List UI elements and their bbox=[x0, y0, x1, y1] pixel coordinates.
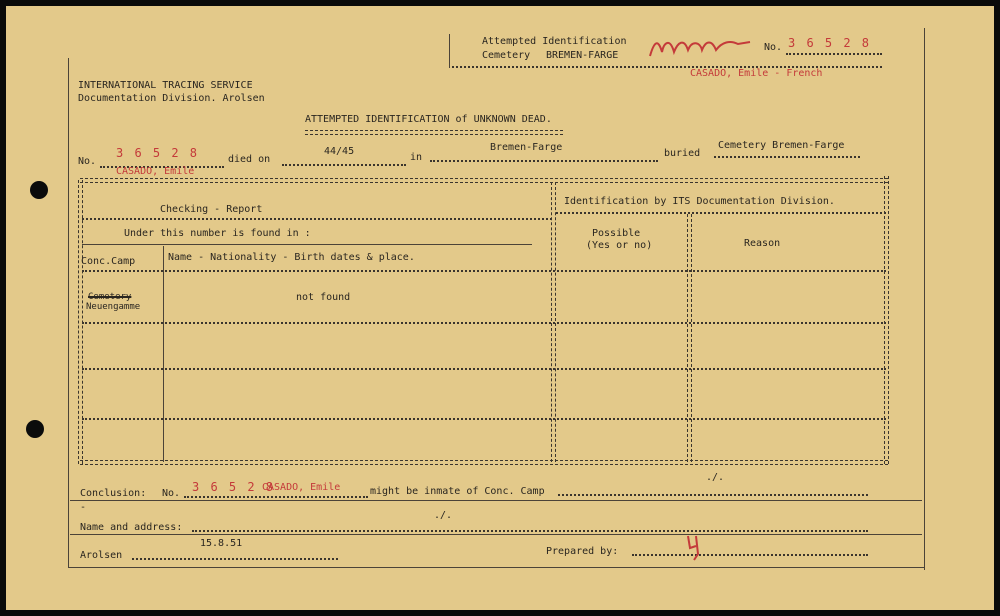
under-number-rule bbox=[82, 244, 532, 245]
died-value: 44/45 bbox=[324, 146, 355, 157]
conclusion-no-dots bbox=[184, 496, 368, 498]
header-box-line1: Attempted Identification bbox=[482, 36, 627, 47]
col-name-header: Name - Nationality - Birth dates & place. bbox=[168, 252, 415, 263]
in-value: Bremen-Farge bbox=[490, 142, 563, 153]
title-underline bbox=[305, 130, 563, 135]
table-top-border bbox=[80, 178, 888, 183]
header-no-label: No. bbox=[764, 42, 783, 53]
prepared-by-label: Prepared by: bbox=[546, 546, 619, 557]
in-dots bbox=[430, 160, 658, 162]
org-line2: Documentation Division. Arolsen bbox=[78, 93, 265, 104]
identification-header: Identification by ITS Documentation Division. bbox=[564, 196, 835, 207]
row-separator-2 bbox=[82, 368, 886, 370]
column-header-rule bbox=[82, 270, 886, 272]
buried-dots bbox=[714, 156, 860, 158]
row1-camp-struck: Cemetery bbox=[88, 292, 132, 302]
in-label: in bbox=[410, 152, 423, 163]
reason-header: Reason bbox=[744, 238, 781, 249]
record-name: CASADO, Emile bbox=[116, 166, 195, 177]
record-no-value: 3 6 5 2 8 bbox=[116, 146, 200, 160]
org-line1: INTERNATIONAL TRACING SERVICE bbox=[78, 80, 253, 91]
table-bottom-border bbox=[80, 460, 888, 465]
address-rule bbox=[70, 534, 922, 535]
row-separator-1 bbox=[82, 322, 886, 324]
conclusion-dash: - bbox=[80, 502, 87, 513]
checking-report-header: Checking - Report bbox=[160, 204, 263, 215]
row1-value: not found bbox=[296, 292, 351, 303]
header-box-cemetery-value: BREMEN-FARGE bbox=[546, 50, 619, 61]
address-label: Name and address: bbox=[80, 522, 183, 533]
prepared-by-dots bbox=[632, 554, 868, 556]
address-mark: ./. bbox=[434, 510, 453, 521]
row-separator-3 bbox=[82, 418, 886, 420]
table-right-border bbox=[884, 176, 889, 464]
footer-place: Arolsen bbox=[80, 550, 123, 561]
conclusion-name: CASADO, Emile bbox=[262, 482, 341, 493]
header-box-cemetery-label: Cemetery bbox=[482, 50, 531, 61]
preparer-signature bbox=[684, 532, 706, 564]
col-conc-camp-header: Conc.Camp bbox=[81, 256, 136, 267]
header-box-left bbox=[449, 34, 450, 68]
possible-header-line1: Possible bbox=[592, 228, 641, 239]
punch-hole-bottom bbox=[26, 420, 44, 438]
document-card bbox=[6, 6, 994, 610]
header-no-dots bbox=[786, 53, 882, 55]
conclusion-no-value: 3 6 5 2 8 bbox=[192, 480, 276, 494]
record-no-label: No. bbox=[78, 156, 97, 167]
conclusion-label: Conclusion: bbox=[80, 488, 147, 499]
checking-header-rule bbox=[82, 218, 552, 220]
bottom-border-line bbox=[68, 567, 924, 568]
row1-camp: Neuengamme bbox=[86, 302, 141, 312]
conclusion-camp-dots bbox=[558, 494, 868, 496]
under-number-header: Under this number is found in : bbox=[124, 228, 311, 239]
conclusion-camp-text: might be inmate of Conc. Camp bbox=[370, 486, 545, 497]
top-right-name: CASADO, Emile - French bbox=[690, 68, 823, 79]
right-margin-line bbox=[924, 28, 925, 570]
header-no-value: 3 6 5 2 8 bbox=[788, 36, 872, 50]
identification-header-rule bbox=[556, 212, 886, 214]
punch-hole-top bbox=[30, 181, 48, 199]
conclusion-rule bbox=[70, 500, 922, 501]
handwritten-annotation bbox=[646, 28, 756, 62]
possible-header-line2: (Yes or no) bbox=[586, 240, 653, 251]
buried-label: buried bbox=[664, 148, 701, 159]
document-title: ATTEMPTED IDENTIFICATION of UNKNOWN DEAD. bbox=[305, 114, 552, 125]
address-dots bbox=[192, 530, 868, 532]
died-dots bbox=[282, 164, 406, 166]
footer-date: 15.8.51 bbox=[200, 538, 243, 549]
conclusion-no-label: No. bbox=[162, 488, 181, 499]
footer-date-dots bbox=[132, 558, 338, 560]
died-label: died on bbox=[228, 154, 271, 165]
conclusion-mark: ./. bbox=[706, 472, 725, 483]
buried-value: Cemetery Bremen-Farge bbox=[718, 140, 845, 151]
table-camp-divider bbox=[163, 246, 164, 462]
table-reason-divider bbox=[687, 214, 692, 462]
left-margin-line bbox=[68, 58, 69, 568]
